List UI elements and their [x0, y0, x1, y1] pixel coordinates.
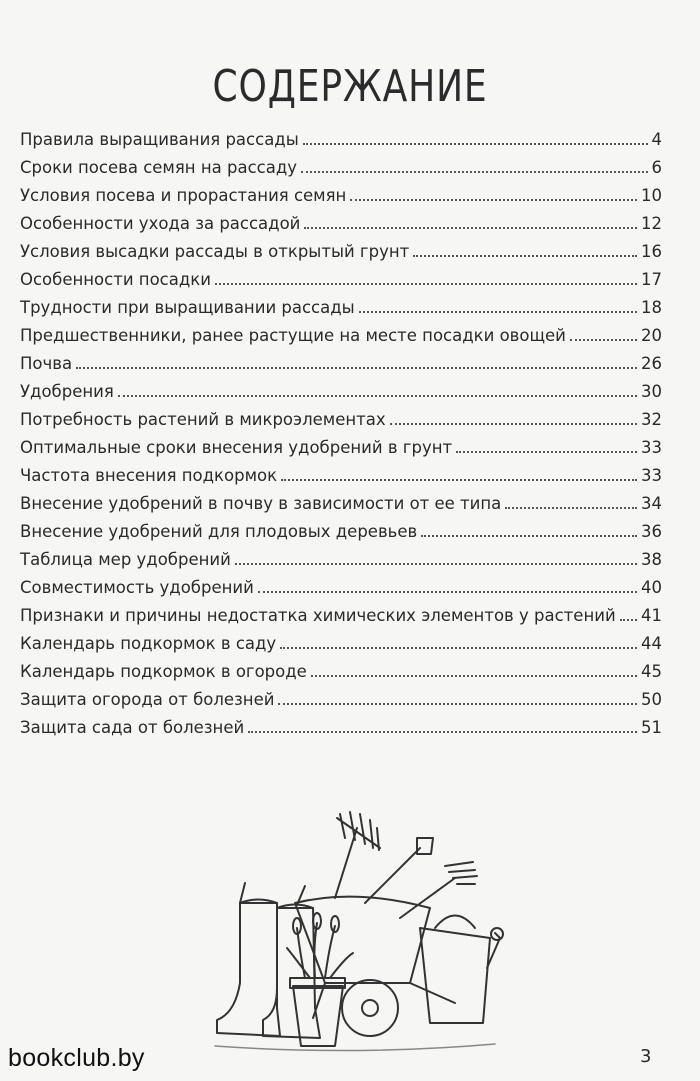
toc-entry-page: 33	[641, 466, 662, 485]
toc-entry-page: 4	[651, 130, 662, 149]
toc-dot-leader	[570, 339, 637, 341]
toc-entry-page: 36	[641, 522, 662, 541]
toc-entry-title: Удобрения	[20, 382, 114, 401]
toc-dot-leader	[281, 479, 637, 481]
toc-entry-page: 10	[641, 186, 662, 205]
toc-entry	[20, 346, 662, 374]
toc-dot-leader	[248, 731, 637, 733]
toc-entry	[20, 458, 662, 486]
toc-entry	[20, 682, 662, 710]
toc-entry	[20, 402, 662, 430]
toc-entry-page: 30	[641, 382, 662, 401]
toc-dot-leader	[303, 143, 648, 145]
toc-entry	[20, 234, 662, 262]
toc-entry-title: Условия высадки рассады в открытый грунт	[20, 242, 410, 261]
toc-entry-page: 44	[641, 634, 662, 653]
toc-entry-page: 34	[641, 494, 662, 513]
toc-entry-title: Внесение удобрений для плодовых деревьев	[20, 522, 418, 541]
toc-entry-page: 38	[641, 550, 662, 569]
toc-entry	[20, 178, 662, 206]
toc-entry	[20, 206, 662, 234]
toc-entry	[20, 542, 662, 570]
toc-entry-page: 17	[641, 270, 662, 289]
toc-dot-leader	[301, 171, 648, 173]
toc-dot-leader	[390, 423, 637, 425]
toc-entry	[20, 122, 662, 150]
toc-entry-page: 6	[651, 158, 662, 177]
toc-entry-page: 32	[641, 410, 662, 429]
toc-entry	[20, 626, 662, 654]
toc-entry-title: Частота внесения подкормок	[20, 466, 278, 485]
toc-entry-page: 16	[641, 242, 662, 261]
toc-entry-title: Предшественники, ранее растущие на месте посадки овощей	[20, 326, 566, 345]
toc-entry-page: 26	[641, 354, 662, 373]
toc-entry-page: 33	[641, 438, 662, 457]
toc-dot-leader	[456, 451, 637, 453]
toc-dot-leader	[278, 703, 637, 705]
toc-entry-title: Потребность растений в микроэлементах	[20, 410, 386, 429]
toc-entry-title: Правила выращивания рассады	[20, 130, 299, 149]
toc-dot-leader	[413, 255, 637, 257]
toc-dot-leader	[258, 591, 637, 593]
toc-dot-leader	[359, 311, 637, 313]
toc-dot-leader	[76, 367, 637, 369]
toc-entry	[20, 262, 662, 290]
toc-entry	[20, 150, 662, 178]
toc-dot-leader	[118, 395, 637, 397]
toc-entry	[20, 654, 662, 682]
toc-entry-title: Защита сада от болезней	[20, 718, 245, 737]
toc-entry	[20, 710, 662, 738]
toc-dot-leader	[505, 507, 637, 509]
toc-entry-title: Защита огорода от болезней	[20, 690, 275, 709]
toc-entry-title: Условия посева и прорастания семян	[20, 186, 347, 205]
toc-dot-leader	[304, 227, 637, 229]
toc-entry-page: 45	[641, 662, 662, 681]
toc-entry-page: 50	[641, 690, 662, 709]
toc-entry-title: Таблица мер удобрений	[20, 550, 231, 569]
toc-entry-page: 51	[641, 718, 662, 737]
toc-dot-leader	[421, 535, 637, 537]
toc-entry-page: 12	[641, 214, 662, 233]
toc-entry-title: Внесение удобрений в почву в зависимости от ее типа	[20, 494, 502, 513]
toc-entry-page: 18	[641, 298, 662, 317]
toc-entry	[20, 430, 662, 458]
watermark: bookclub.by	[8, 1044, 145, 1072]
toc-dot-leader	[311, 675, 637, 677]
toc-entry	[20, 290, 662, 318]
toc-entry	[20, 486, 662, 514]
toc-entry	[20, 598, 662, 626]
page-title: СОДЕРЖАНИЕ	[212, 61, 488, 113]
toc-entry	[20, 514, 662, 542]
page-number: 3	[640, 1046, 652, 1067]
toc-entry-title: Особенности ухода за рассадой	[20, 214, 301, 233]
toc-entry-title: Особенности посадки	[20, 270, 211, 289]
toc-entry-title: Календарь подкормок в саду	[20, 634, 277, 653]
toc-entry	[20, 374, 662, 402]
toc-entry	[20, 318, 662, 346]
toc-entry-title: Признаки и причины недостатка химических элементов у растений	[20, 606, 616, 625]
toc-entry-title: Сроки посева семян на рассаду	[20, 158, 297, 177]
table-of-contents	[20, 122, 662, 738]
toc-entry-page: 40	[641, 578, 662, 597]
toc-entry-title: Оптимальные сроки внесения удобрений в грунт	[20, 438, 453, 457]
toc-entry	[20, 570, 662, 598]
toc-dot-leader	[350, 199, 637, 201]
garden-tools-illustration	[205, 808, 505, 1058]
toc-entry-title: Почва	[20, 354, 73, 373]
toc-entry-page: 41	[641, 606, 662, 625]
toc-dot-leader	[215, 283, 637, 285]
toc-entry-title: Трудности при выращивании рассады	[20, 298, 355, 317]
toc-dot-leader	[620, 619, 637, 621]
toc-entry-title: Совместимость удобрений	[20, 578, 254, 597]
toc-entry-page: 20	[641, 326, 662, 345]
toc-entry-title: Календарь подкормок в огороде	[20, 662, 307, 681]
toc-dot-leader	[235, 563, 637, 565]
toc-dot-leader	[280, 647, 637, 649]
